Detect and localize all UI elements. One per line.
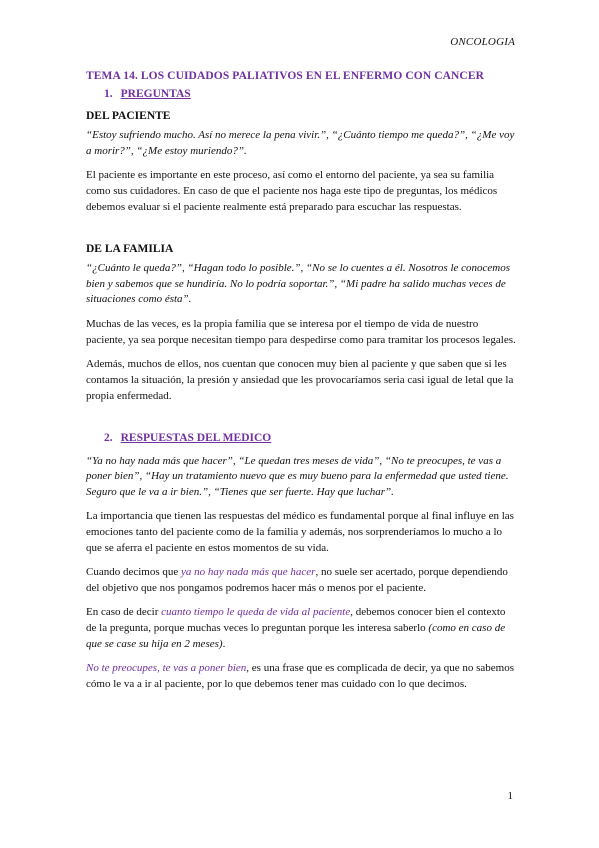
section-heading-respuestas: [104, 432, 516, 444]
paragraph-paciente: El paciente es importante en este proceso, así como el entorno del paciente, ya sea su familia como sus cuidadores. En caso de que el paciente nos haga este tipo de preguntas, los médicos debemos evaluar si el paciente realmente está preparado para escuchar las respuestas.: [86, 169, 498, 213]
emphasis-run: No te preocupes, te vas a poner bien: [86, 662, 247, 674]
quote-medico: “Ya no hay nada más que hacer”, “Le quedan tres meses de vida”, “No te preocupes, te vas a poner bien”, “Hay un tratamiento nuevo que es muy bueno para la enfermedad que usted tiene. Seguro que le va a ir bien.”, “Tienes que ser fuerte. Hay que luchar”.: [86, 454, 509, 498]
subheading-familia: DE LA FAMILIA: [86, 243, 174, 255]
text-run: Cuando decimos que: [86, 566, 182, 578]
text-run: , es una frase que es complicada de decir, ya que no sabemos cómo le va a ir al paciente, por lo que debemos tener mas cuidado con lo que decimos.: [86, 662, 515, 690]
text-run: En caso de decir: [86, 606, 162, 618]
text-run: , no suele ser acertado, porque dependiendo del objetivo que nos pongamos podremos hacer más o menos por el paciente.: [86, 566, 508, 594]
page-number: 1: [507, 790, 513, 802]
document-title: TEMA 14. LOS CUIDADOS PALIATIVOS EN EL ENFERMO CON CANCER: [86, 70, 485, 82]
paragraph-medico-4: [86, 660, 516, 692]
section-heading-preguntas: [104, 88, 516, 100]
section-number: 1.: [104, 88, 113, 100]
section-title: RESPUESTAS DEL MEDICO: [120, 431, 272, 444]
section-number: 2.: [104, 431, 113, 444]
document-content: [86, 70, 516, 700]
italic-run: (como en caso de que se case su hija en 2 meses): [86, 622, 506, 650]
emphasis-run: cuanto tiempo le queda de vida al paciente: [161, 606, 351, 618]
paragraph-familia-1: Muchas de las veces, es la propia familia que se interesa por el tiempo de vida de nuestro paciente, ya sea porque necesitan tiempo para despedirse como para tramitar los procesos legales.: [86, 317, 516, 346]
header-subject: ONCOLOGIA: [450, 36, 515, 48]
paragraph-medico-2: [86, 564, 516, 596]
subheading-paciente: DEL PACIENTE: [86, 110, 171, 122]
text-run: .: [222, 638, 226, 650]
quote-familia: “¿Cuánto le queda?”, “Hagan todo lo posible.”, “No se lo cuentes a él. Nosotros le conocemos bien y sabemos que se hundiría. No lo podría soportar.”, “Mi padre ha salido muchas veces de situaciones como ésta”.: [86, 262, 510, 305]
paragraph-medico-3: [86, 604, 516, 652]
paragraph-familia-2: Además, muchos de ellos, nos cuentan que conocen muy bien al paciente y que saben que si les contamos la situación, la presión y ansiedad que les provocaríamos seria casi igual de letal que la propia enfermedad.: [86, 357, 514, 402]
emphasis-run: ya no hay nada más que hacer: [181, 566, 316, 578]
text-run: , debemos conocer bien el contexto de la pregunta, porque muchas veces lo preguntan porque les interesa saberlo: [86, 606, 506, 634]
paragraph-medico-1: La importancia que tienen las respuestas del médico es fundamental porque al final influye en las emociones tanto del paciente como de la familia y además, nos sorprenderíamos lo mucho a lo que se aferra el paciente en estos momentos de su vida.: [86, 510, 514, 554]
quote-paciente: “Estoy sufriendo mucho. Así no merece la pena vivir.”, “¿Cuánto tiempo me queda?”, “¿Me voy a morir?”, “¿Me estoy muriendo?”.: [86, 129, 515, 157]
section-title: PREGUNTAS: [120, 88, 191, 100]
